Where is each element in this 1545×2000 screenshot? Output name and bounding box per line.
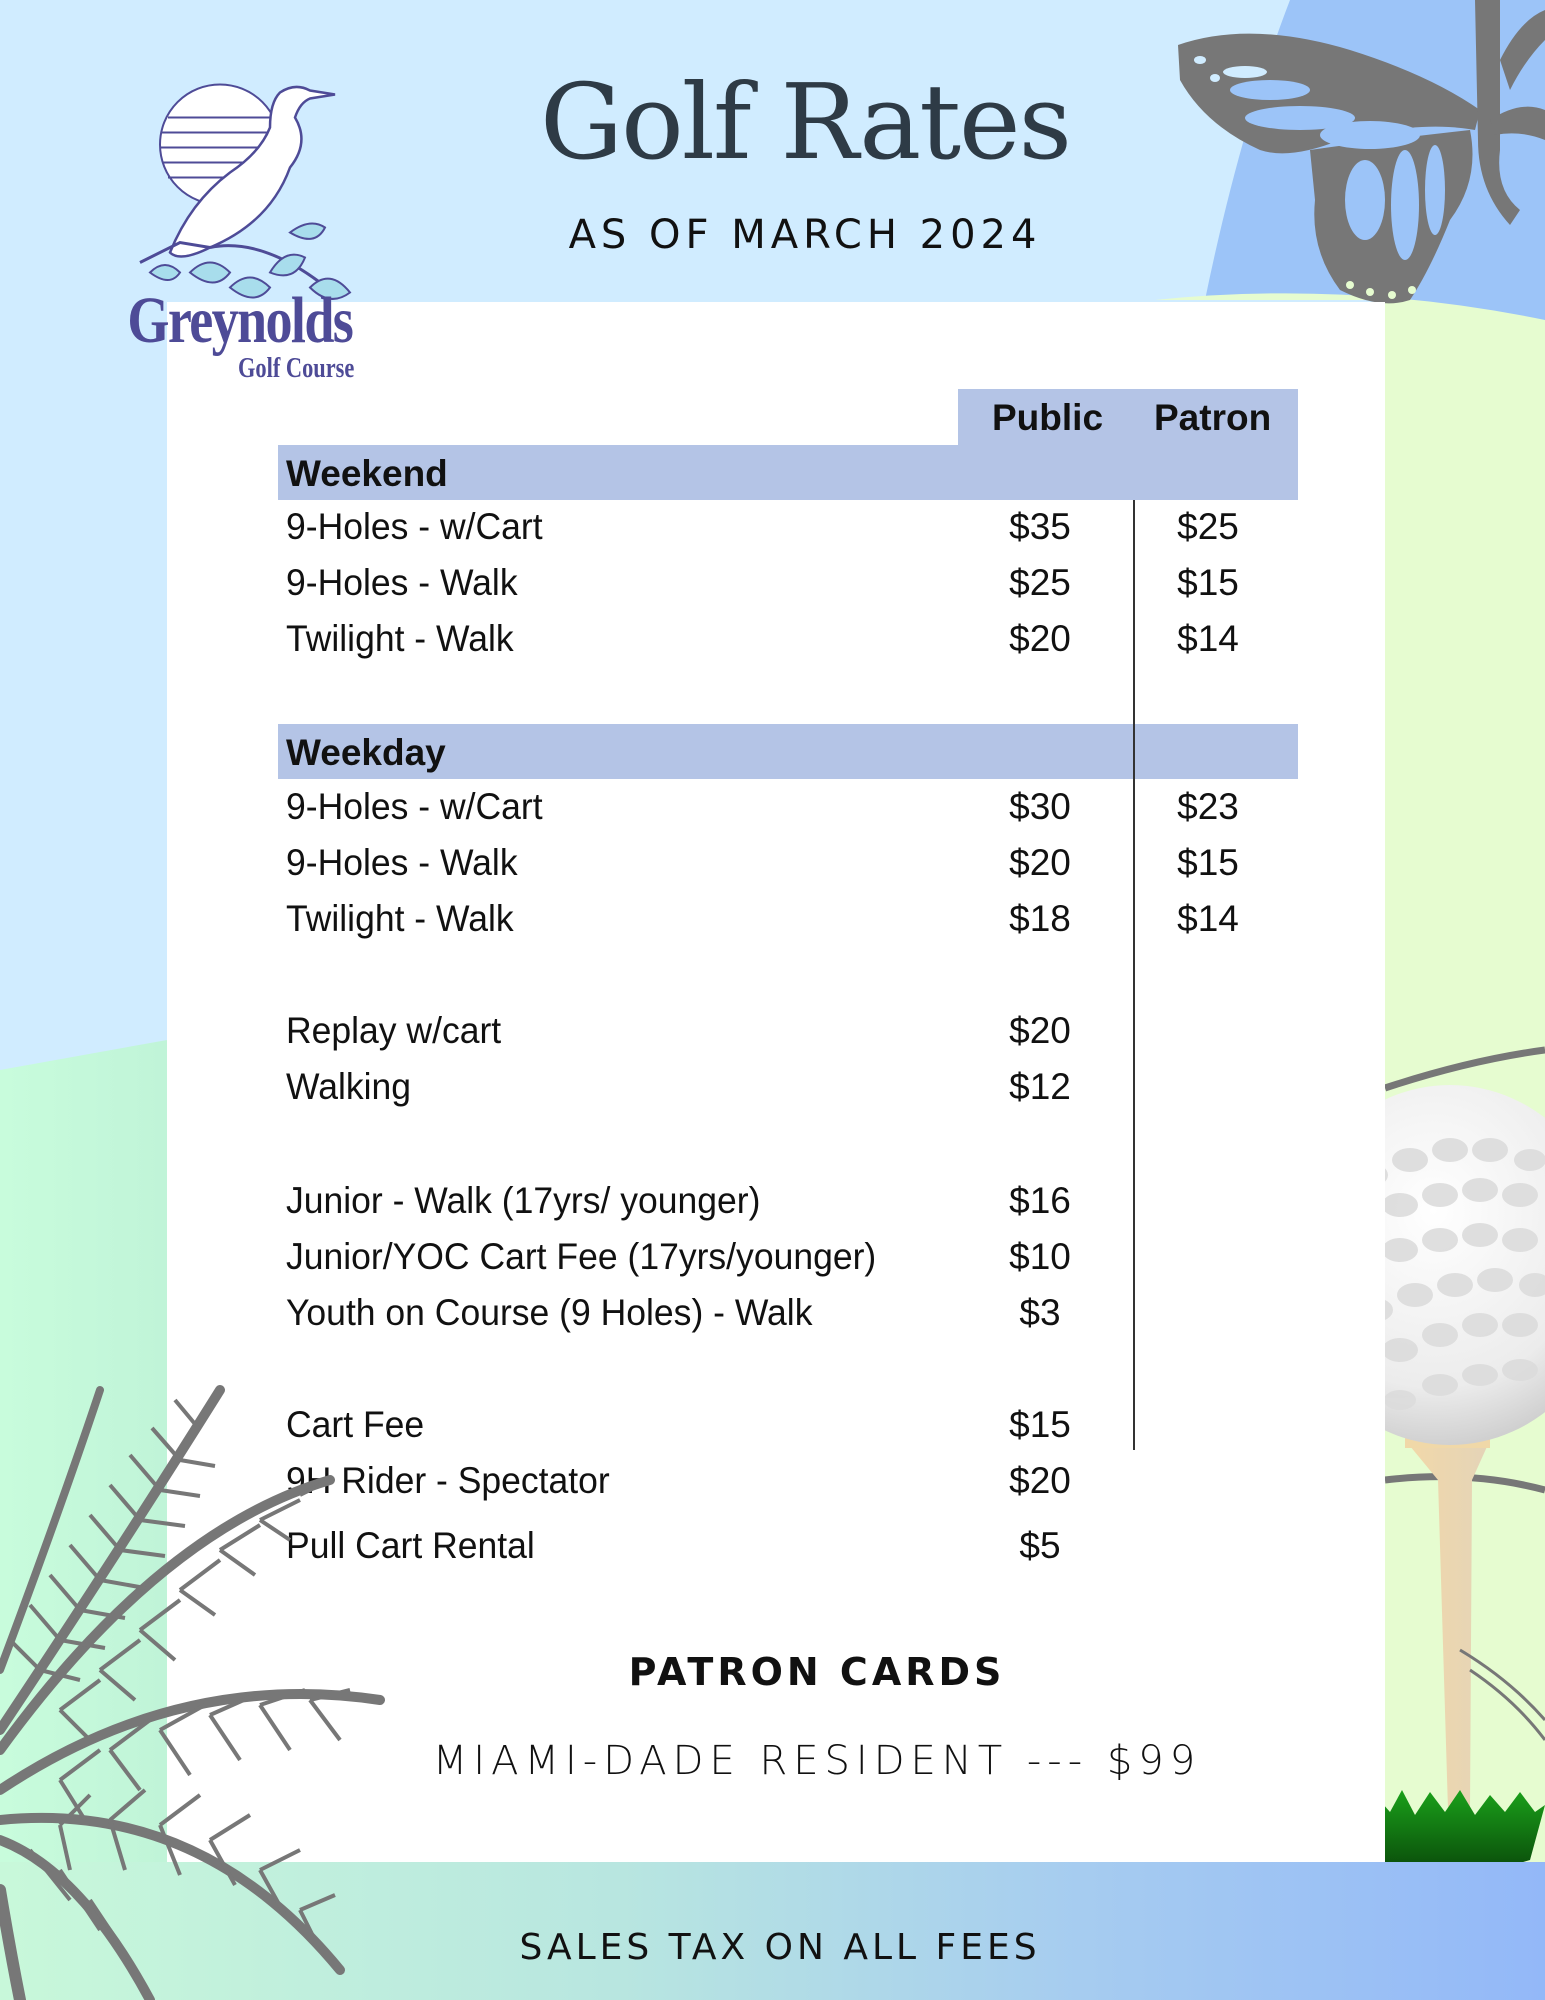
section-header-weekday [278,724,1298,779]
row-label: 9-Holes - Walk [286,842,518,883]
patron-price: $15 [1177,842,1239,883]
row-label: Youth on Course (9 Holes) - Walk [286,1292,813,1333]
patron-price: $14 [1177,618,1239,659]
page-title: Golf Rates [540,61,1070,183]
public-price: $20 [1009,618,1071,659]
row-label: Replay w/cart [286,1010,502,1051]
row-label: Twilight - Walk [286,898,514,939]
row-label: Cart Fee [286,1404,425,1445]
row-label: Walking [286,1066,412,1107]
patron-price: $25 [1177,506,1239,547]
column-header-band [958,389,1298,445]
row-label: Twilight - Walk [286,618,514,659]
row-label: 9-Holes - w/Cart [286,506,543,547]
row-label: Pull Cart Rental [286,1525,535,1566]
patron-cards-price: MIAMI-DADE RESIDENT --- $99 [432,1738,1202,1784]
public-price: $25 [1009,562,1071,603]
column-header-public: Public [992,397,1104,438]
footer-note: SALES TAX ON ALL FEES [519,1927,1041,1968]
row-label: 9-Holes - Walk [286,562,518,603]
public-price: $10 [1009,1236,1071,1277]
palm-tree-illustration [0,1370,400,2000]
column-divider [1133,500,1135,1450]
column-header-patron: Patron [1154,397,1272,438]
public-price: $18 [1009,898,1071,939]
logo-tagline: Golf Course [238,353,355,384]
public-price: $20 [1009,1460,1071,1501]
patron-cards-heading: PATRON CARDS [628,1650,1006,1694]
public-price: $12 [1009,1066,1071,1107]
row-label: 9H Rider - Spectator [286,1460,610,1501]
row-label: Junior/YOC Cart Fee (17yrs/younger) [286,1236,877,1277]
section-label: Weekend [286,453,448,494]
public-price: $15 [1009,1404,1071,1445]
public-price: $20 [1009,1010,1071,1051]
public-price: $30 [1009,786,1071,827]
public-price: $20 [1009,842,1071,883]
row-label: 9-Holes - w/Cart [286,786,543,827]
row-label: Junior - Walk (17yrs/ younger) [286,1180,761,1221]
patron-price: $14 [1177,898,1239,939]
patron-price: $23 [1177,786,1239,827]
public-price: $35 [1009,506,1071,547]
public-price: $5 [1019,1525,1061,1566]
logo-wordmark: Greynolds [127,284,353,357]
public-price: $16 [1009,1180,1071,1221]
page-subtitle: AS OF MARCH 2024 [568,212,1042,258]
section-label: Weekday [286,732,446,773]
patron-price: $15 [1177,562,1239,603]
public-price: $3 [1019,1292,1061,1333]
section-header-weekend [278,445,1298,500]
